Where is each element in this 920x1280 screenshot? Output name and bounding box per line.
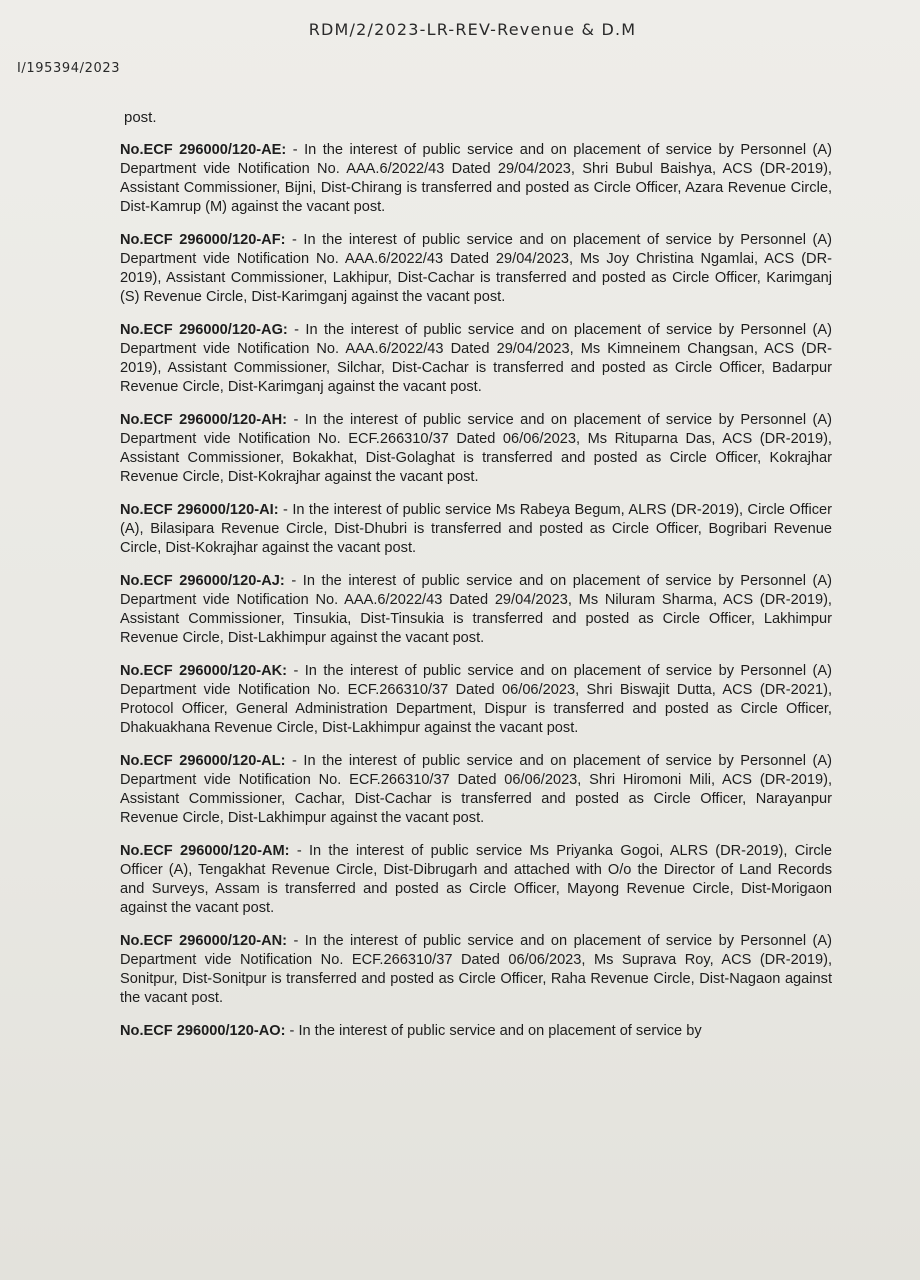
file-number: I/195394/2023 <box>17 61 121 76</box>
order-paragraph-an <box>120 932 832 1008</box>
order-reference: No.ECF 296000/120-AO: <box>120 1023 286 1039</box>
order-paragraph-af <box>120 231 832 307</box>
order-text: - In the interest of public service and on placement of service by Personnel (A) Department vide Notification No. AAA.6/2022/43 Dated 29/04/2023, Ms Niluram Sharma, ACS (DR-2019), Assistant Commissioner, Tinsukia, Dist-Tinsukia is transferred and posted as Circle Officer, Lakhimpur Revenue Circle, Dist-Lakhimpur against the vacant post. <box>120 573 832 646</box>
order-paragraph-am <box>120 842 832 918</box>
order-paragraph-ao <box>120 1022 832 1041</box>
order-text: - In the interest of public service and on placement of service by Personnel (A) Department vide Notification No. AAA.6/2022/43 Dated 29/04/2023, Shri Bubul Baishya, ACS (DR-2019), Assistant Commissioner, Bijni, Dist-Chirang is transferred and posted as Circle Officer, Azara Revenue Circle, Dist-Kamrup (M) against the vacant post. <box>120 142 832 215</box>
order-paragraph-ae <box>120 141 832 217</box>
order-text: - In the interest of public service and on placement of service by Personnel (A) Department vide Notification No. AAA.6/2022/43 Dated 29/04/2023, Ms Joy Christina Ngamlai, ACS (DR-2019), Assistant Commissioner, Lakhipur, Dist-Cachar is transferred and posted as Circle Officer, Karimganj (S) Revenue Circle, Dist-Karimganj against the vacant post. <box>120 232 832 305</box>
order-paragraph-al <box>120 752 832 828</box>
order-text: - In the interest of public service and on placement of service by <box>289 1023 702 1039</box>
order-text: - In the interest of public service and on placement of service by Personnel (A) Department vide Notification No. ECF.266310/37 Dated 06/06/2023, Shri Biswajit Dutta, ACS (DR-2021), Protocol Officer, General Administration Department, Dispur is transferred and posted as Circle Officer, Dhakuakhana Revenue Circle, Dist-Lakhimpur against the vacant post. <box>120 663 833 736</box>
order-paragraph-ag <box>120 321 832 397</box>
order-reference: No.ECF 296000/120-AJ: <box>120 573 285 589</box>
order-text: - In the interest of public service and on placement of service by Personnel (A) Department vide Notification No. ECF.266310/37 Dated 06/06/2023, Ms Rituparna Das, ACS (DR-2019), Assistant Commissioner, Bokakhat, Dist-Golaghat is transferred and posted as Circle Officer, Kokrajhar Revenue Circle, Dist-Kokrajhar against the vacant post. <box>120 412 833 485</box>
order-reference: No.ECF 296000/120-AE: <box>120 142 287 158</box>
order-reference: No.ECF 296000/120-AI: <box>120 502 279 518</box>
order-paragraph-ah <box>120 411 832 487</box>
order-reference: No.ECF 296000/120-AK: <box>120 663 288 679</box>
order-reference: No.ECF 296000/120-AN: <box>120 933 288 949</box>
order-paragraph-ak <box>120 662 832 738</box>
order-reference: No.ECF 296000/120-AM: <box>120 843 290 859</box>
order-text: - In the interest of public service and on placement of service by Personnel (A) Department vide Notification No. ECF.266310/37 Dated 06/06/2023, Ms Suprava Roy, ACS (DR-2019), Sonitpur, Dist-Sonitpur is transferred and posted as Circle Officer, Raha Revenue Circle, Dist-Nagaon against the vacant post. <box>120 933 833 1006</box>
order-paragraph-aj <box>120 572 832 648</box>
order-text: - In the interest of public service and on placement of service by Personnel (A) Department vide Notification No. AAA.6/2022/43 Dated 29/04/2023, Ms Kimneinem Changsan, ACS (DR-2019), Assistant Commissioner, Silchar, Dist-Cachar is transferred and posted as Circle Officer, Badarpur Revenue Circle, Dist-Karimganj against the vacant post. <box>120 322 833 395</box>
document-reference: RDM/2/2023-LR-REV-Revenue & D.M <box>308 20 637 39</box>
order-text: - In the interest of public service and on placement of service by Personnel (A) Department vide Notification No. ECF.266310/37 Dated 06/06/2023, Shri Hiromoni Mili, ACS (DR-2019), Assistant Commissioner, Cachar, Dist-Cachar is transferred and posted as Circle Officer, Narayanpur Revenue Circle, Dist-Lakhimpur against the vacant post. <box>120 753 832 826</box>
order-reference: No.ECF 296000/120-AG: <box>120 322 288 338</box>
order-reference: No.ECF 296000/120-AH: <box>120 412 288 428</box>
document-body <box>120 108 832 1055</box>
order-text: - In the interest of public service Ms Rabeya Begum, ALRS (DR-2019), Circle Officer (A), Bilasipara Revenue Circle, Dist-Dhubri is transferred and posted as Circle Officer, Bogribari Revenue Circle, Dist-Kokrajhar against the vacant post. <box>120 502 833 556</box>
order-paragraph-ai <box>120 501 832 558</box>
continuation-text: post. <box>124 109 157 126</box>
order-reference: No.ECF 296000/120-AF: <box>120 232 286 248</box>
order-text: - In the interest of public service Ms Priyanka Gogoi, ALRS (DR-2019), Circle Officer (A), Tengakhat Revenue Circle, Dist-Dibrugarh and attached with O/o the Director of Land Records and Surveys, Assam is transferred and posted as Circle Officer, Mayong Revenue Circle, Dist-Morigaon against the vacant post. <box>120 843 832 916</box>
order-reference: No.ECF 296000/120-AL: <box>120 753 286 769</box>
